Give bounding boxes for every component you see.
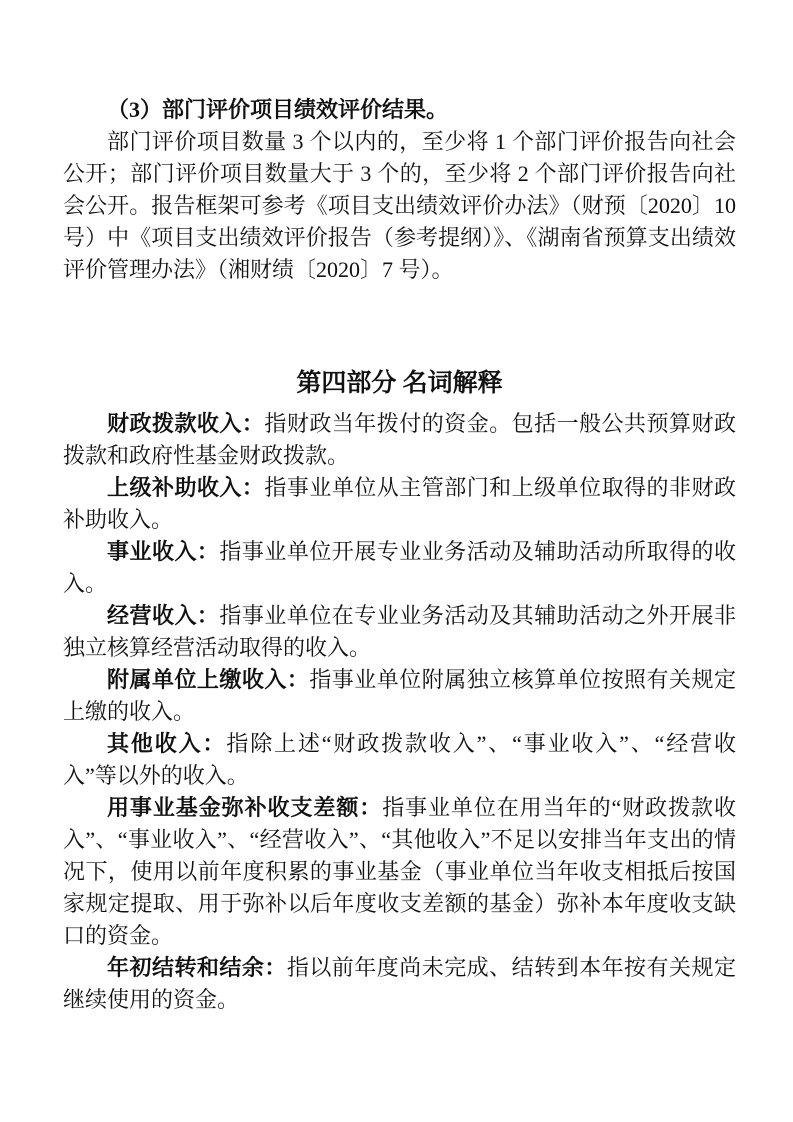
section3-paragraph: 部门评价项目数量 3 个以内的，至少将 1 个部门评价报告向社会公开；部门评价项目数量大于 3 个的，至少将 2 个部门评价报告向社会公开。报告框架可参考《项目支出绩效评价办法》（财预〔2020〕10 号）中《项目支出绩效评价报告（参考提纲）》、《湖南省预算支出绩效评价管理办法》（湘财绩〔2020〕7 号）。 <box>63 129 736 282</box>
section3-heading: （3）部门评价项目绩效评价结果。 <box>107 97 449 122</box>
definition-text: 指事业单位开展专业业务活动及辅助活动所取得的收入。 <box>63 539 736 596</box>
definition-item <box>63 600 736 664</box>
definition-term: 年初结转和结余： <box>107 955 287 980</box>
definition-item <box>63 728 736 792</box>
definition-term: 事业收入： <box>107 539 220 564</box>
definition-text: 指财政当年拨付的资金。包括一般公共预算财政拨款和政府性基金财政拨款。 <box>63 411 736 468</box>
definition-term: 上级补助收入： <box>107 475 265 500</box>
definition-text: 指事业单位在专业业务活动及其辅助活动之外开展非独立核算经营活动取得的收入。 <box>63 603 736 660</box>
definition-text: 指事业单位附属独立核算单位按照有关规定上缴的收入。 <box>63 667 736 724</box>
definition-text: 指事业单位在用当年的“财政拨款收入”、“事业收入”、“经营收入”、“其他收入”不足以安排当年支出的情况下，使用以前年度积累的事业基金（事业单位当年收支相抵后按国家规定提取、用于弥补以后年度收支差额的基金）弥补本年度收支缺口的资金。 <box>63 795 736 948</box>
definition-term: 其他收入： <box>107 731 227 756</box>
definition-item <box>63 664 736 728</box>
definition-term: 经营收入： <box>107 603 220 628</box>
definition-item <box>63 536 736 600</box>
definition-term: 用事业基金弥补收支差额： <box>107 795 383 820</box>
definition-item <box>63 792 736 952</box>
definition-text: 指除上述“财政拨款收入”、“事业收入”、“经营收入”等以外的收入。 <box>63 731 736 788</box>
definition-item <box>63 952 736 1016</box>
definition-item <box>63 408 736 472</box>
definition-text: 指以前年度尚未完成、结转到本年按有关规定继续使用的资金。 <box>63 955 736 1012</box>
definition-text: 指事业单位从主管部门和上级单位取得的非财政补助收入。 <box>63 475 736 532</box>
section4-title: 第四部分 名词解释 <box>296 370 503 397</box>
definition-term: 财政拨款收入： <box>107 411 265 436</box>
definition-item <box>63 472 736 536</box>
definition-term: 附属单位上缴收入： <box>107 667 310 692</box>
